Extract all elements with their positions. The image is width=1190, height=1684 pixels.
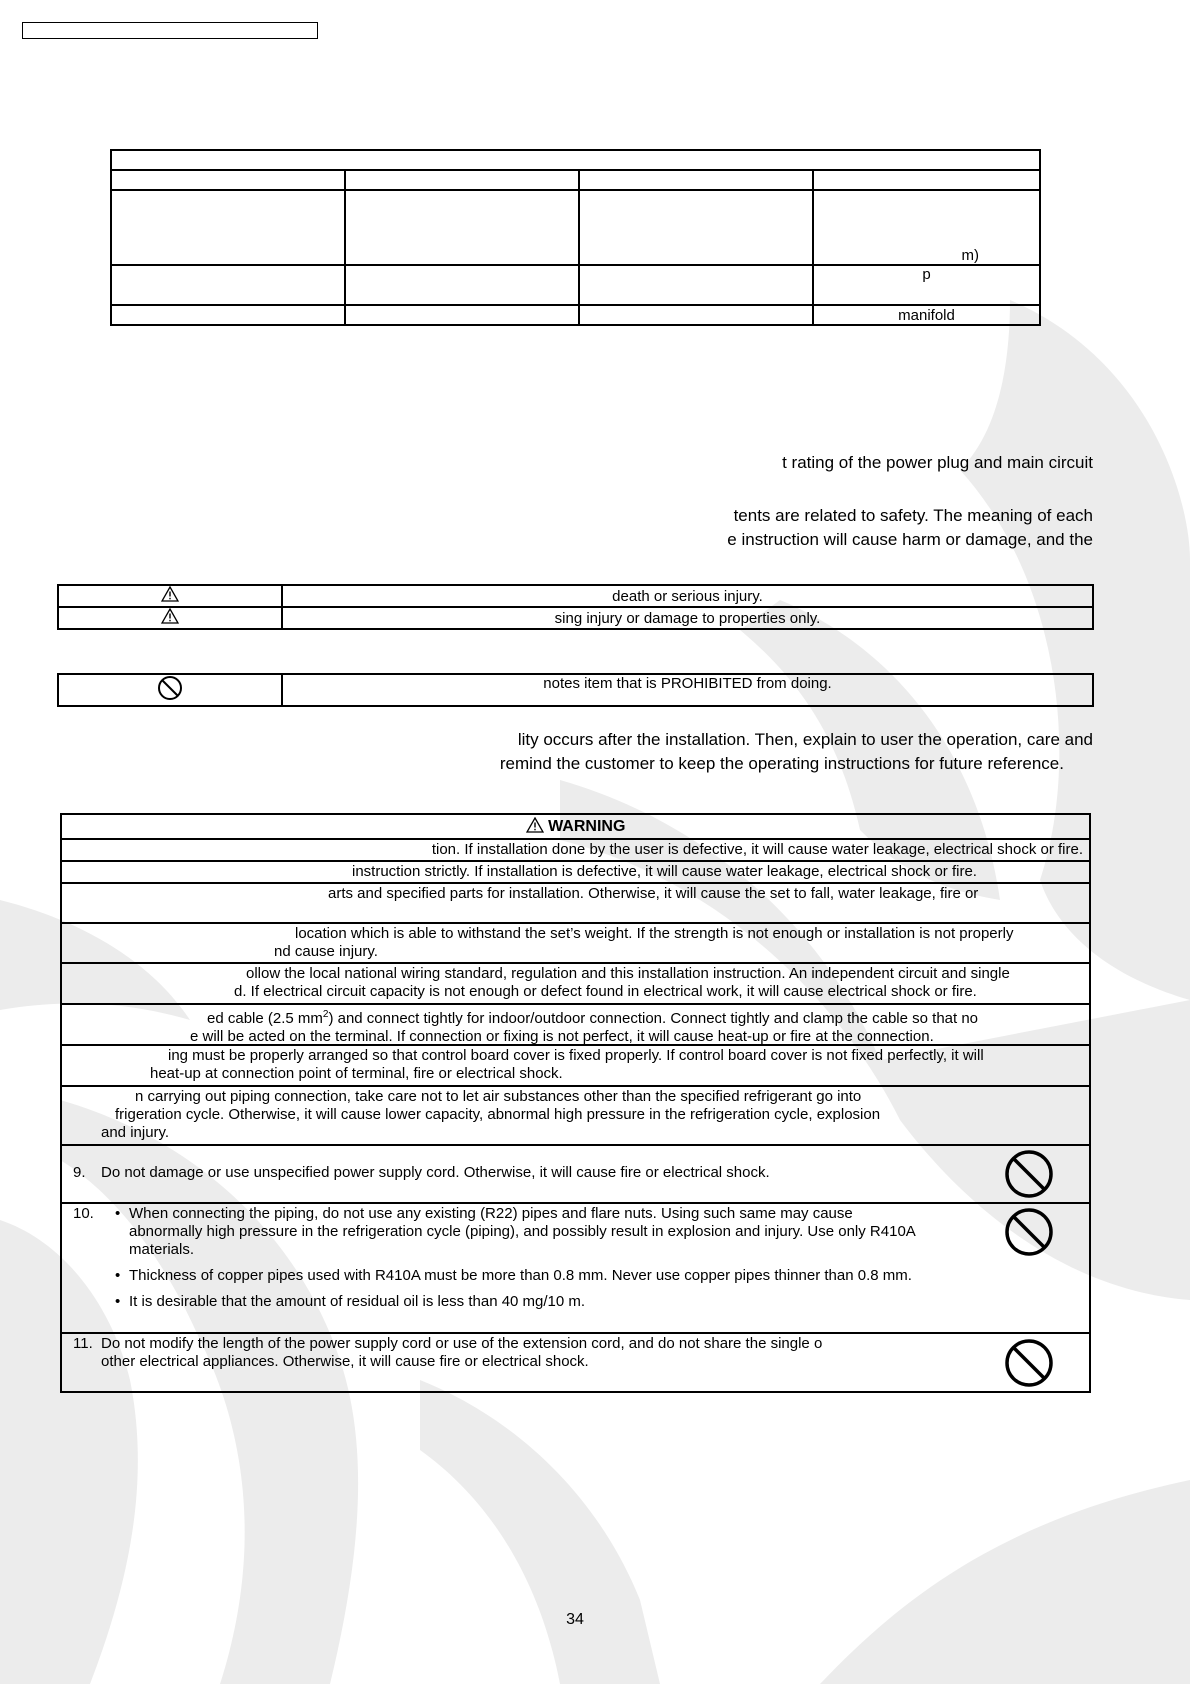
warning-row-9 <box>62 1144 1089 1202</box>
severity-table <box>57 584 1094 630</box>
table-cell <box>345 265 579 305</box>
warning-row-6 <box>62 1003 1089 1044</box>
table-cell <box>111 305 345 325</box>
warning-row-2: instruction strictly. If installation is defective, it will cause water leakage, electrical shock or fire. <box>62 860 1089 882</box>
warning-table <box>60 813 1091 1393</box>
superscript: 2 <box>322 1009 329 1020</box>
table-cell <box>813 170 1040 190</box>
warning-row-6-text-a: ed cable (2.5 mm <box>207 1010 323 1027</box>
warning-row-5 <box>62 962 1089 1003</box>
warning-row-6-line1 <box>62 1006 1089 1028</box>
symbol-table <box>57 673 1094 707</box>
warning-row-8-line1: n carrying out piping connection, take care not to let air substances other than the specified refrigerant go into <box>135 1088 862 1105</box>
prohibited-icon <box>1004 1338 1054 1388</box>
item-number: 10. <box>73 1205 94 1222</box>
warning-row-7-line2: heat-up at connection point of terminal, fire or electrical shock. <box>150 1065 563 1082</box>
severity-text: death or serious injury. <box>282 585 1093 607</box>
symbol-text: notes item that is PROHIBITED from doing. <box>282 674 1093 706</box>
warning-row-6-line2: e will be acted on the terminal. If connection or fixing is not perfect, it will cause heat-up or fire at the connection. <box>190 1028 934 1045</box>
list-item: • It is desirable that the amount of residual oil is less than 40 mg/10 m. <box>115 1293 915 1311</box>
prohibited-icon-cell <box>58 674 282 706</box>
warning-row-11 <box>62 1332 1089 1391</box>
warning-triangle-icon <box>526 817 544 833</box>
warning-row-8-line3: and injury. <box>101 1124 170 1141</box>
list-item: • Thickness of copper pipes used with R410A must be more than 0.8 mm. Never use copper pipes thinner than 0.8 mm. <box>115 1267 915 1285</box>
warning-row-4-line2: nd cause injury. <box>274 943 378 960</box>
warning-title: WARNING <box>548 818 626 835</box>
page-number: 34 <box>566 1611 584 1628</box>
warning-row-4 <box>62 922 1089 962</box>
warning-row-10 <box>62 1202 1089 1332</box>
paragraph-safety-line2: e instruction will cause harm or damage, and the <box>727 530 1093 549</box>
table-cell <box>345 305 579 325</box>
table-cell <box>111 170 345 190</box>
warning-row-6-text-b: ) and connect tightly for indoor/outdoor connection. Connect tightly and clamp the cable so that no <box>328 1010 979 1027</box>
caution-icon-cell <box>58 607 282 629</box>
tools-table <box>110 149 1041 326</box>
severity-text: sing injury or damage to properties only. <box>282 607 1093 629</box>
warning-row-9-text: Do not damage or use unspecified power supply cord. Otherwise, it will cause fire or electrical shock. <box>101 1164 770 1181</box>
table-cell <box>111 190 345 265</box>
warning-header <box>62 815 1089 838</box>
list-item: • When connecting the piping, do not use any existing (R22) pipes and flare nuts. Using such same may cause abnormally high pressure in the refrigeration cycle (piping), and possibly result in explosion and injury. Use only R410A materials. <box>115 1205 915 1259</box>
warning-row-4-line1: location which is able to withstand the set’s weight. If the strength is not enough or installation is not properly <box>295 925 1014 942</box>
table-header-row <box>111 150 1040 170</box>
table-cell <box>345 190 579 265</box>
warning-row-11-line1: Do not modify the length of the power supply cord or use of the extension cord, and do not share the single o <box>101 1335 823 1352</box>
paragraph-safety-line1: tents are related to safety. The meaning of each <box>733 506 1093 525</box>
paragraph-rating: t rating of the power plug and main circuit <box>782 453 1093 472</box>
table-cell <box>579 190 813 265</box>
warning-row-8 <box>62 1085 1089 1144</box>
header-box <box>22 22 318 39</box>
warning-row-8-line2: frigeration cycle. Otherwise, it will cause lower capacity, abnormal high pressure in the refrigeration cycle, explosion <box>115 1106 881 1123</box>
warning-row-3: arts and specified parts for installation. Otherwise, it will cause the set to fall, water leakage, fire or <box>62 882 1089 922</box>
table-cell <box>579 265 813 305</box>
warning-row-10-list <box>115 1205 915 1311</box>
table-cell: manifold <box>813 305 1040 325</box>
table-cell: p <box>813 265 1040 305</box>
warning-row-7-line1: ing must be properly arranged so that control board cover is fixed properly. If control board cover is not fixed perfectly, it will <box>168 1047 984 1064</box>
paragraph-explain-line1: lity occurs after the installation. Then, explain to user the operation, care and <box>517 730 1093 749</box>
warning-row-5-line1: ollow the local national wiring standard, regulation and this installation instruction. An independent circuit and single <box>246 965 1010 982</box>
item-number: 11. <box>73 1335 93 1352</box>
prohibited-icon <box>1004 1149 1054 1199</box>
warning-triangle-icon <box>161 586 179 602</box>
table-cell <box>579 170 813 190</box>
table-cell <box>345 170 579 190</box>
table-cell <box>111 265 345 305</box>
warning-row-1: tion. If installation done by the user is defective, it will cause water leakage, electrical shock or fire. <box>62 838 1089 860</box>
warning-row-11-line2: other electrical appliances. Otherwise, it will cause fire or electrical shock. <box>101 1353 589 1370</box>
warning-icon-cell <box>58 585 282 607</box>
item-number: 9. <box>73 1164 86 1181</box>
warning-row-7 <box>62 1044 1089 1085</box>
caution-triangle-icon <box>161 608 179 624</box>
prohibited-icon <box>1004 1207 1054 1257</box>
table-cell <box>579 305 813 325</box>
prohibited-icon <box>157 675 183 701</box>
paragraph-explain-line2: remind the customer to keep the operating instructions for future reference. <box>499 754 1064 773</box>
table-cell: m) <box>813 190 1040 265</box>
warning-row-5-line2: d. If electrical circuit capacity is not enough or defect found in electrical work, it will cause electrical shock or fire. <box>234 983 977 1000</box>
